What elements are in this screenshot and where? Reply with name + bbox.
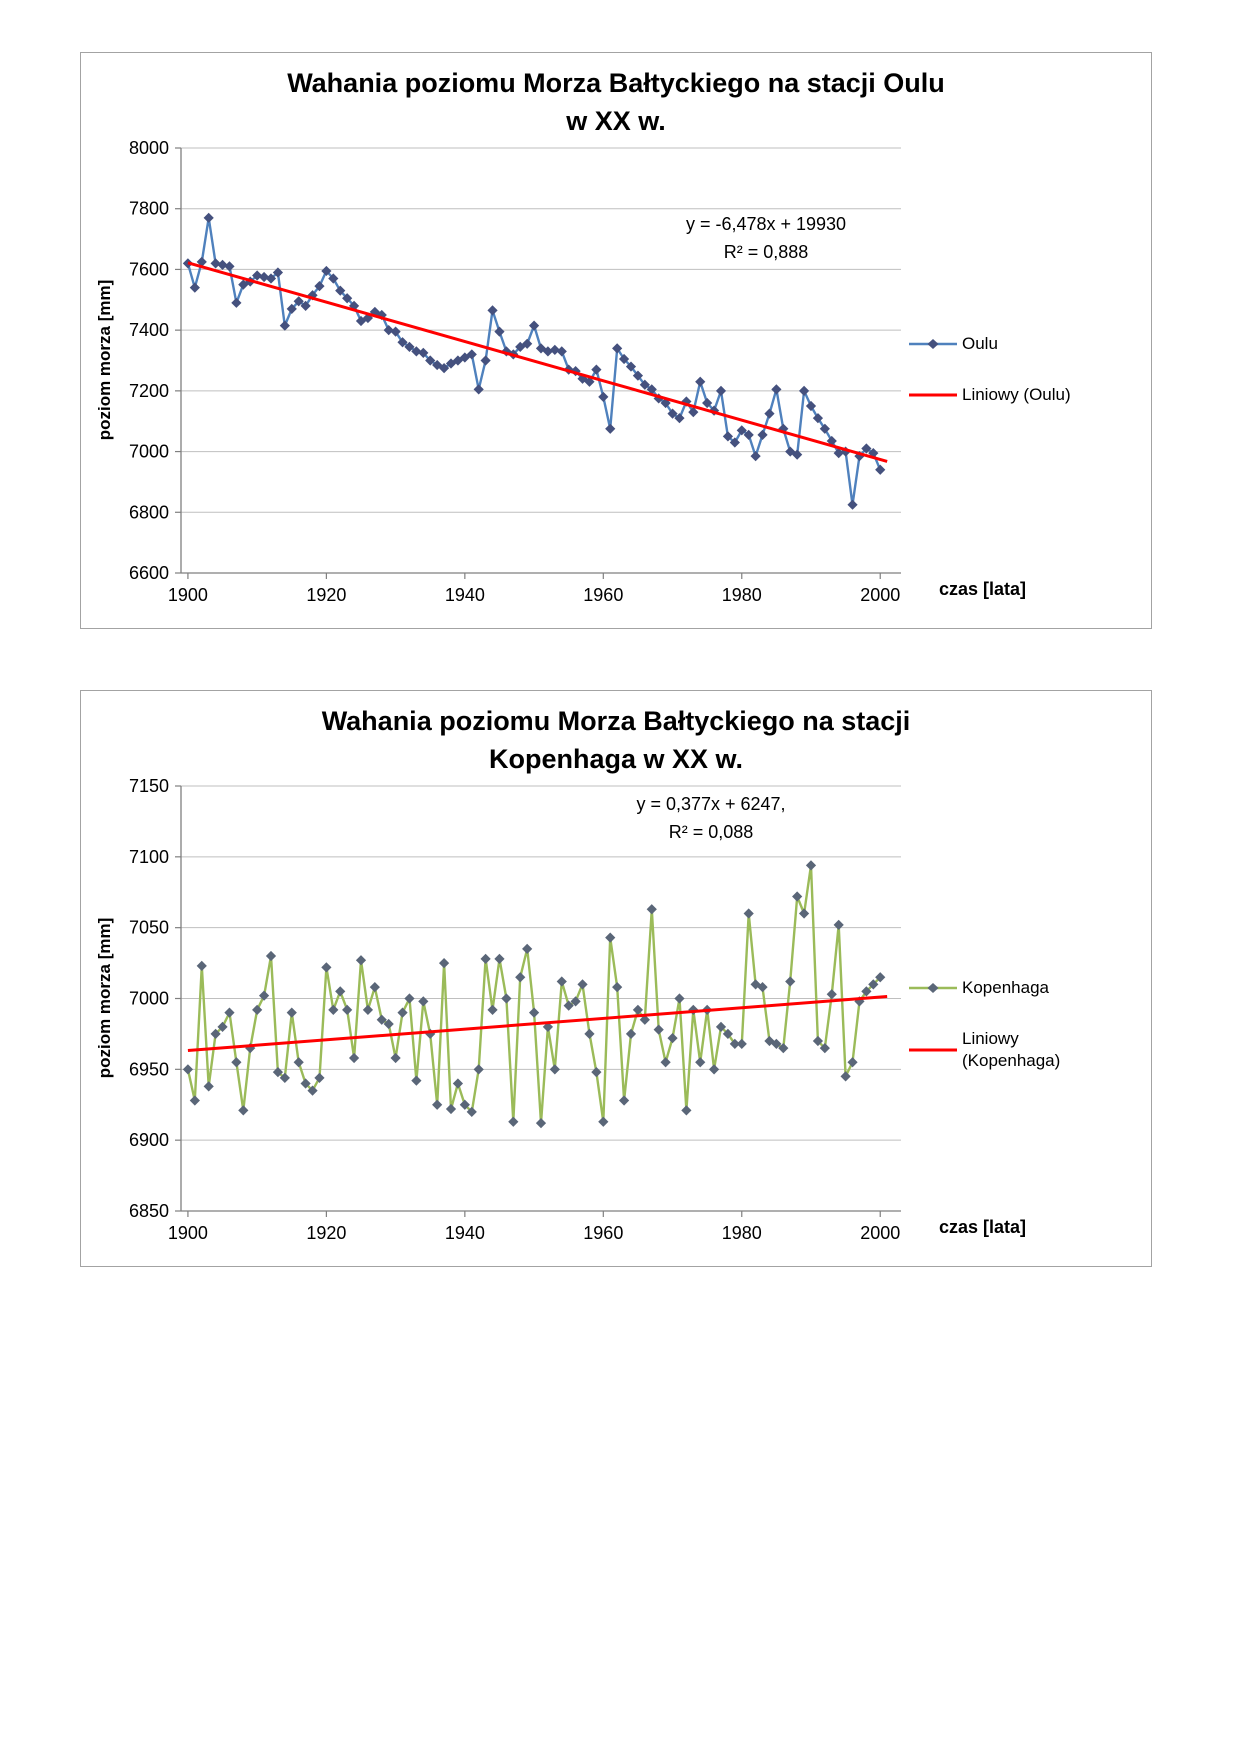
svg-text:7100: 7100: [128, 846, 169, 867]
oulu-r2-text: R² = 0,888: [723, 241, 809, 262]
svg-text:6800: 6800: [128, 502, 169, 523]
svg-text:7000: 7000: [128, 988, 169, 1009]
oulu-legend: [909, 333, 1147, 436]
legend-item-oulu: [909, 333, 1147, 354]
svg-text:7150: 7150: [128, 776, 169, 796]
svg-text:1940: 1940: [444, 1223, 485, 1243]
oulu-equation-text: y = -6,478x + 19930: [685, 214, 847, 234]
kopenhaga-y-axis-label: poziom morza [mm]: [95, 917, 114, 1079]
oulu-title-line2: w XX w.: [566, 105, 666, 136]
svg-text:1900: 1900: [167, 1223, 208, 1243]
legend-item-liniowy-kopenhaga: [909, 1028, 1147, 1071]
oulu-trend-equation: [601, 211, 931, 267]
kopenhaga-title-line1: Wahania poziomu Morza Bałtyckiego na stacji: [321, 706, 911, 736]
kopenhaga-legend-diamond-icon: [928, 983, 939, 993]
svg-text:1980: 1980: [721, 585, 762, 605]
oulu-trend-swatch: [909, 388, 957, 402]
kopenhaga-legend-label: Kopenhaga: [962, 978, 1049, 997]
oulu-series-swatch: [909, 337, 957, 351]
svg-text:1940: 1940: [444, 585, 485, 605]
oulu-x-axis-label: czas [lata]: [939, 579, 1027, 599]
kopenhaga-trend-swatch: [909, 1043, 957, 1057]
oulu-title-line1: Wahania poziomu Morza Bałtyckiego na stacji Oulu: [287, 68, 945, 98]
kopenhaga-title-line2: Kopenhaga w XX w.: [488, 743, 744, 774]
oulu-chart: [80, 52, 1152, 629]
legend-item-liniowy-oulu: [909, 384, 1147, 405]
oulu-legend-diamond-icon: [928, 339, 939, 349]
kopenhaga-x-axis-label: czas [lata]: [939, 1217, 1027, 1237]
svg-text:6850: 6850: [128, 1201, 169, 1221]
svg-text:6600: 6600: [128, 563, 169, 583]
kopenhaga-equation-text: y = 0,377x + 6247,: [636, 794, 786, 814]
svg-text:7050: 7050: [128, 917, 169, 938]
svg-text:1960: 1960: [583, 1223, 624, 1243]
kopenhaga-chart: [80, 690, 1152, 1267]
oulu-chart-title: [111, 65, 1121, 141]
svg-text:1900: 1900: [167, 585, 208, 605]
svg-text:1960: 1960: [583, 585, 624, 605]
oulu-trend-legend-label: Liniowy (Oulu): [962, 385, 1071, 405]
svg-text:2000: 2000: [860, 1223, 901, 1243]
svg-text:7600: 7600: [128, 259, 169, 280]
svg-text:1980: 1980: [721, 1223, 762, 1243]
svg-text:6900: 6900: [128, 1130, 169, 1151]
svg-text:7000: 7000: [128, 441, 169, 462]
svg-text:7800: 7800: [128, 198, 169, 219]
oulu-y-axis-label: poziom morza [mm]: [95, 279, 114, 441]
kopenhaga-legend: [909, 977, 1147, 1101]
svg-text:6950: 6950: [128, 1059, 169, 1080]
kopenhaga-trend-legend-label: Liniowy (Kopenhaga): [962, 1029, 1061, 1070]
svg-text:1920: 1920: [306, 585, 347, 605]
oulu-legend-label: Oulu: [962, 334, 998, 353]
svg-text:7200: 7200: [128, 380, 169, 401]
legend-item-kopenhaga: [909, 977, 1147, 998]
svg-text:8000: 8000: [128, 138, 169, 158]
svg-text:2000: 2000: [860, 585, 901, 605]
svg-text:7400: 7400: [128, 320, 169, 341]
kopenhaga-chart-title: [111, 703, 1121, 779]
kopenhaga-r2-text: R² = 0,088: [668, 821, 754, 842]
kopenhaga-trend-equation: [546, 791, 876, 847]
svg-text:1920: 1920: [306, 1223, 347, 1243]
kopenhaga-series-swatch: [909, 981, 957, 995]
